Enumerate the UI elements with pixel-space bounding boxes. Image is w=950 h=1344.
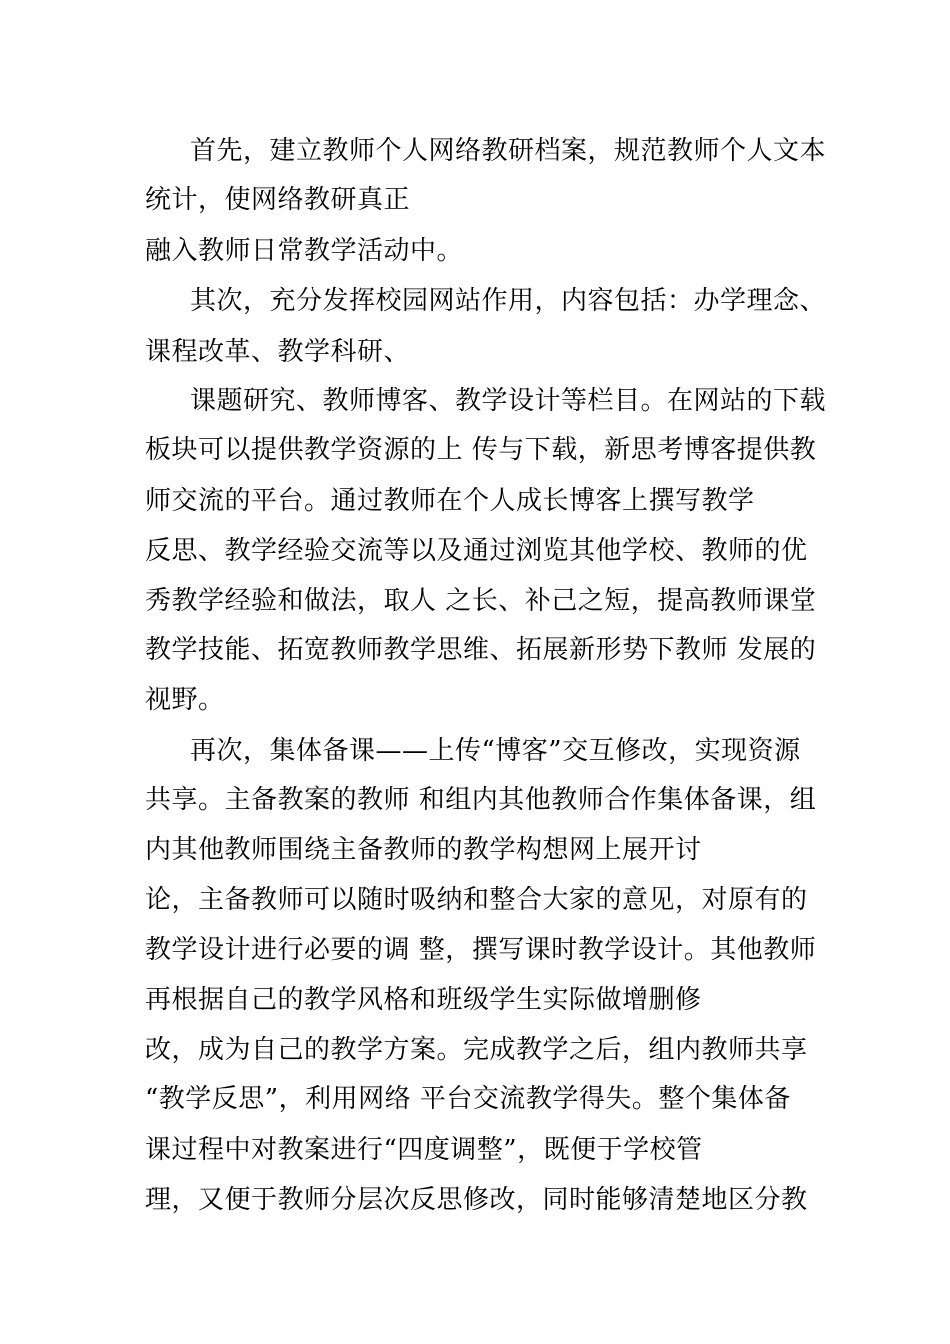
- text-line: 课过程中对教案进行“四度调整”，既便于学校管: [145, 1135, 703, 1165]
- text-line: 秀教学经验和做法，取人 之长、补己之短，提高教师课堂: [145, 586, 817, 616]
- text-line: 内其他教师围绕主备教师的教学构想网上展开讨: [145, 835, 702, 865]
- text-line: 论，主备教师可以随时吸纳和整合大家的意见，对原有的: [145, 885, 808, 915]
- text-line: 改，成为自己的教学方案。完成教学之后，组内教师共享: [145, 1035, 808, 1065]
- text-line: 视野。: [145, 685, 225, 715]
- text-line: 统计，使网络教研真正: [145, 185, 411, 215]
- text-line: 反思、教学经验交流等以及通过浏览其他学校、教师的优: [145, 536, 808, 566]
- text-line: 教学设计进行必要的调 整，撰写课时教学设计。其他教师: [145, 935, 817, 965]
- text-line: 板块可以提供教学资源的上 传与下载，新思考博客提供教: [145, 435, 817, 465]
- text-line: 其次，充分发挥校园网站作用，内容包括：办学理念、: [190, 286, 827, 316]
- text-line: 共享。主备教案的教师 和组内其他教师合作集体备课，组: [145, 785, 817, 815]
- text-line: 课程改革、教学科研、: [145, 337, 411, 367]
- text-line: 师交流的平台。通过教师在个人成长博客上撰写教学: [145, 486, 755, 516]
- text-line: 再次，集体备课——上传“博客”交互修改，实现资源: [190, 736, 801, 766]
- text-line: “教学反思”，利用网络 平台交流教学得失。整个集体备: [145, 1084, 791, 1114]
- text-line: 再根据自己的教学风格和班级学生实际做增删修: [145, 985, 702, 1015]
- text-line: 首先，建立教师个人网络教研档案，规范教师个人文本: [190, 136, 827, 166]
- text-line: 课题研究、教师博客、教学设计等栏目。在网站的下载: [190, 386, 827, 416]
- text-line: 融入教师日常教学活动中。: [145, 236, 464, 266]
- text-line: 教学技能、拓宽教师教学思维、拓展新形势下教师 发展的: [145, 635, 817, 665]
- text-line: 理，又便于教师分层次反思修改，同时能够清楚地区分教: [145, 1185, 808, 1215]
